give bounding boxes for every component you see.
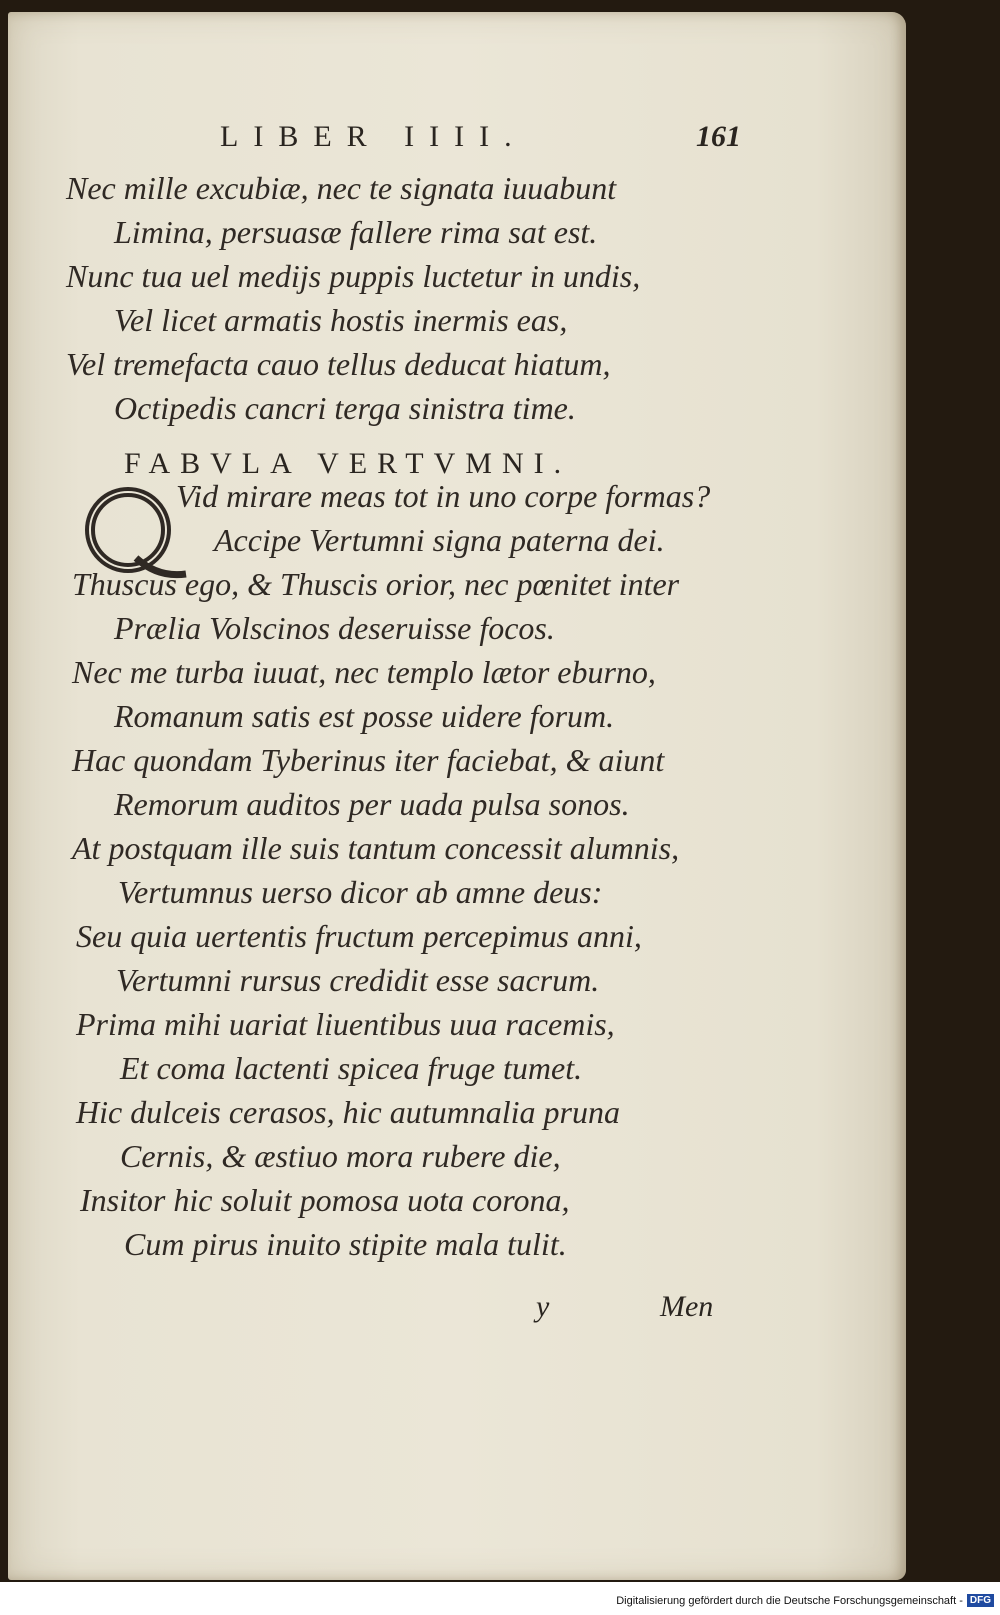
section-title: FABVLA VERTVMNI. <box>124 447 572 480</box>
verse-line: Nunc tua uel medijs puppis luctetur in undis, <box>66 258 641 294</box>
verse-line: Vid mirare meas tot in uno corpe formas? <box>176 478 711 514</box>
dfg-logo: DFG <box>967 1594 994 1607</box>
verse-line: Romanum satis est posse uidere forum. <box>114 698 615 734</box>
verse-line: Accipe Vertumni signa paterna dei. <box>214 522 665 558</box>
verse-line: Et coma lactenti spicea fruge tumet. <box>120 1050 583 1086</box>
folio-number: 161 <box>696 120 741 153</box>
book-page <box>8 12 906 1580</box>
verse-line: Nec mille excubiæ, nec te signata iuuabunt <box>66 170 617 206</box>
verse-line: Nec me turba iuuat, nec templo lætor eburno, <box>72 654 656 690</box>
verse-line: Octipedis cancri terga sinistra time. <box>114 390 576 426</box>
verse-line: Hac quondam Tyberinus iter faciebat, & aiunt <box>72 742 665 778</box>
verse-line: Vel licet armatis hostis inermis eas, <box>114 302 568 338</box>
verse-line: At postquam ille suis tantum concessit alumnis, <box>72 830 680 866</box>
verse-line: Insitor hic soluit pomosa uota corona, <box>80 1182 570 1218</box>
catchword: Men <box>660 1290 714 1323</box>
verse-line: Vel tremefacta cauo tellus deducat hiatum, <box>66 346 611 382</box>
verse-line: Cum pirus inuito stipite mala tulit. <box>124 1226 567 1262</box>
signature-mark: y <box>536 1290 550 1323</box>
verse-line: Seu quia uertentis fructum percepimus anni, <box>76 918 642 954</box>
verse-line: Vertumnus uerso dicor ab amne deus: <box>118 874 603 910</box>
digitization-credit <box>616 1594 994 1607</box>
verse-line: Limina, persuasæ fallere rima sat est. <box>114 214 598 250</box>
verse-line: Cernis, & æstiuo mora rubere die, <box>120 1138 561 1174</box>
credit-text: Digitalisierung gefördert durch die Deutsche Forschungsgemeinschaft - <box>616 1594 963 1607</box>
running-title: LIBER IIII. <box>220 120 527 153</box>
verse-line: Thuscus ego, & Thuscis orior, nec pœnitet inter <box>72 566 680 602</box>
verse-line: Prima mihi uariat liuentibus uua racemis, <box>76 1006 615 1042</box>
verse-line: Hic dulceis cerasos, hic autumnalia pruna <box>76 1094 620 1130</box>
verse-line: Remorum auditos per uada pulsa sonos. <box>114 786 630 822</box>
verse-line: Vertumni rursus credidit esse sacrum. <box>116 962 600 998</box>
verse-line: Prælia Volscinos deseruisse focos. <box>114 610 555 646</box>
